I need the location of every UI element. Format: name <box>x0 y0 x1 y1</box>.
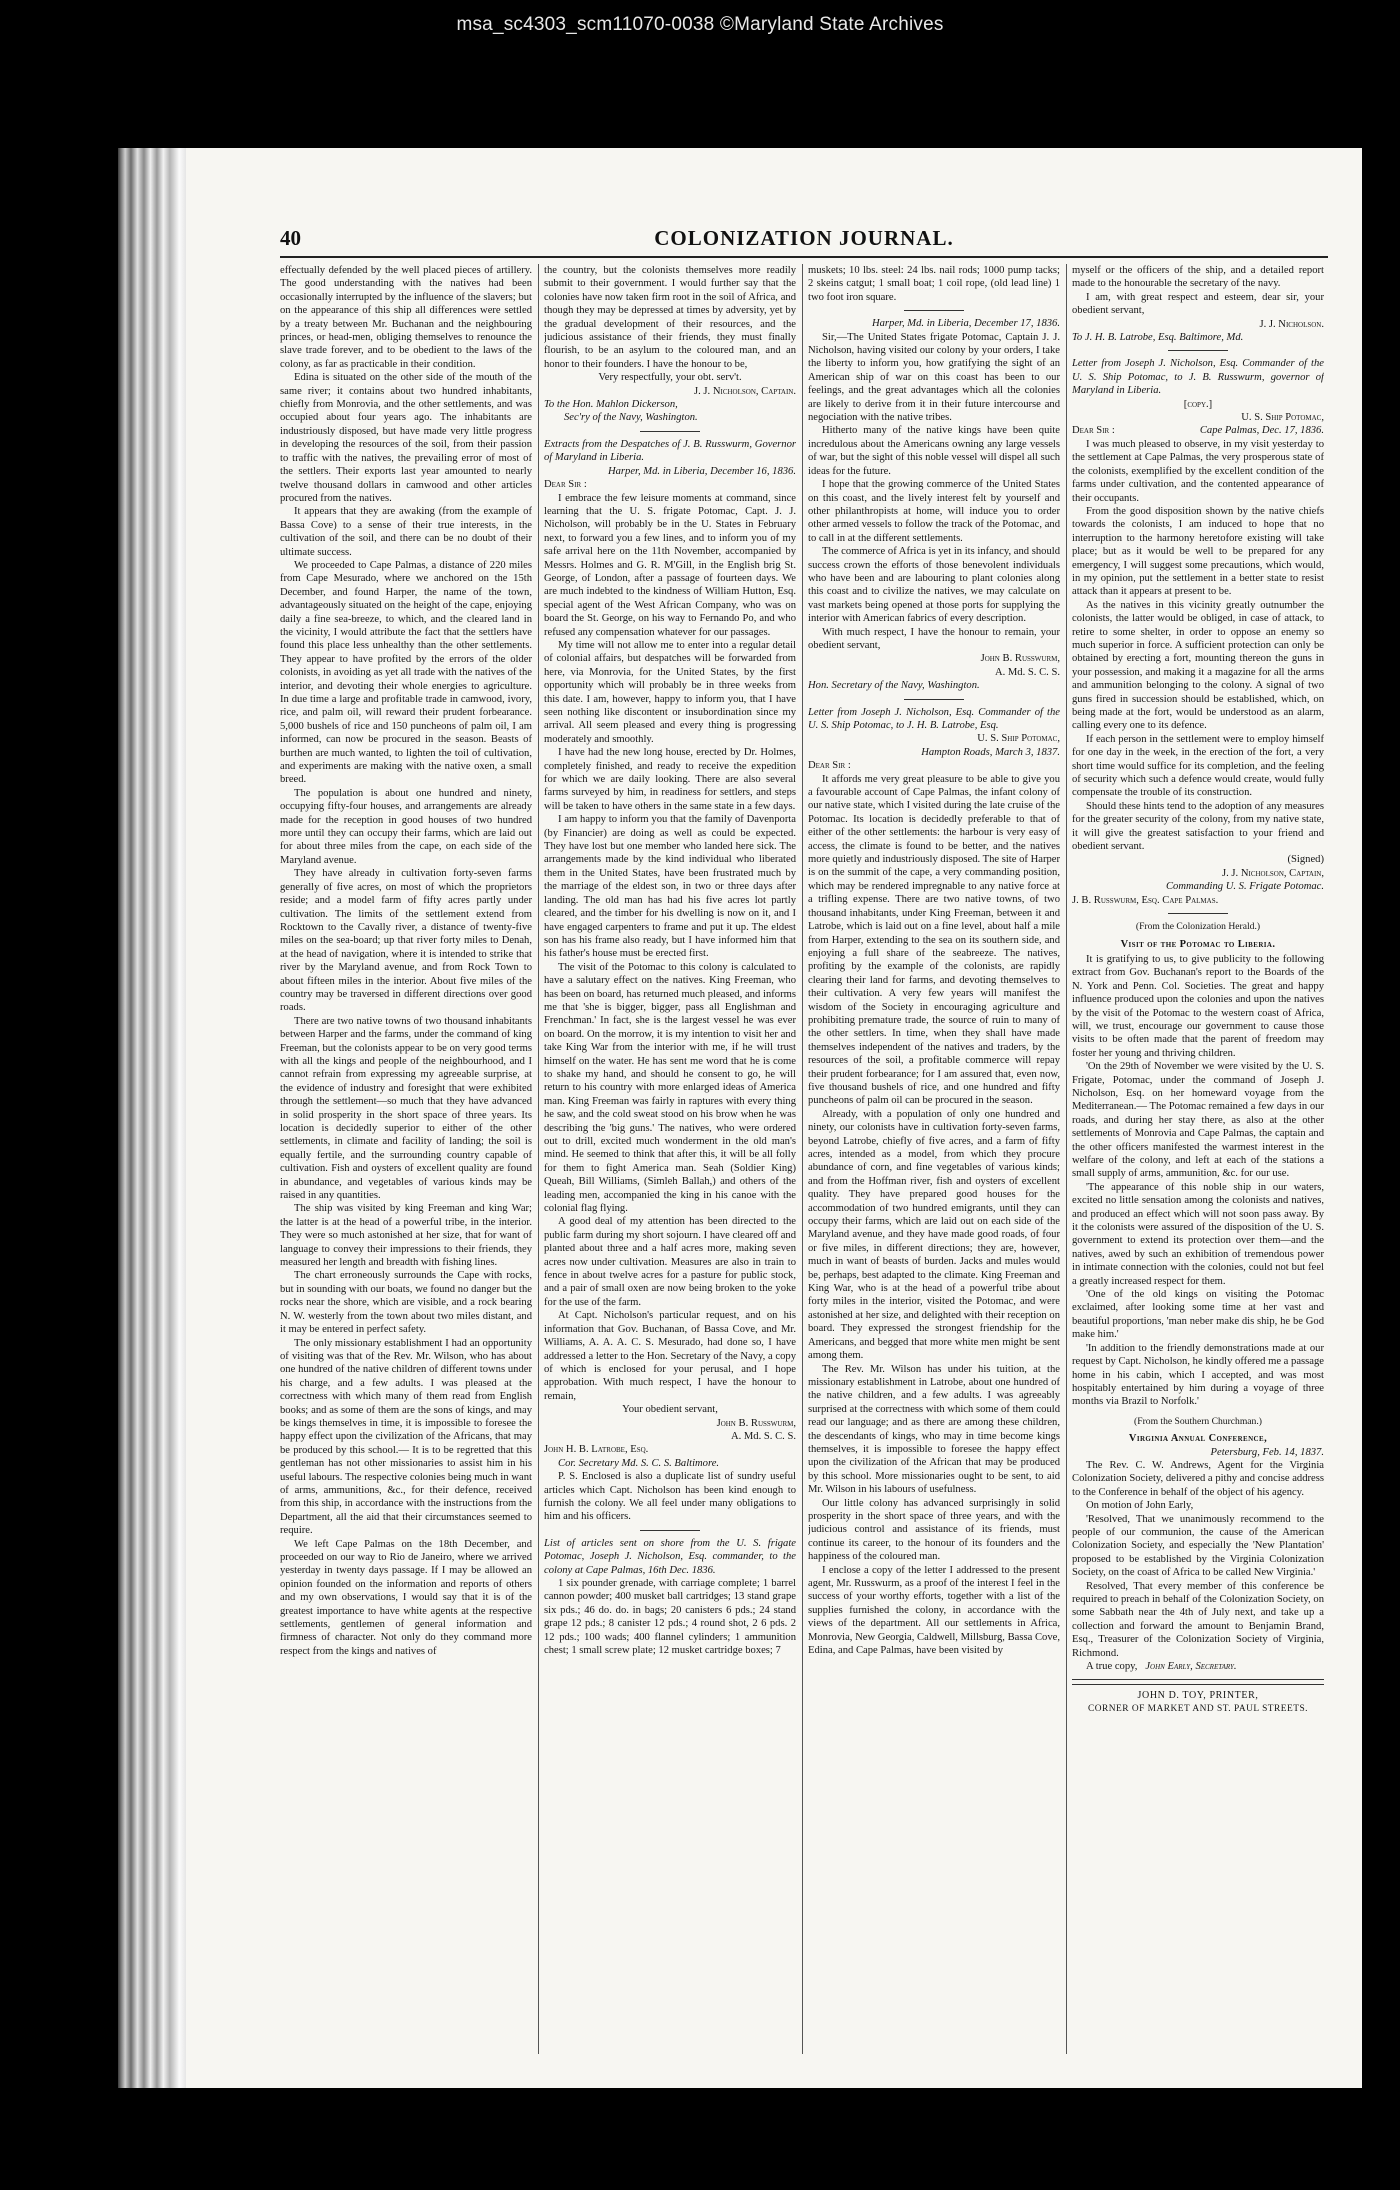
paragraph: 'Resolved, That we unanimously recommend to the people of our communion, the cause of the American Colonization Society, and especially the 'New Plantation' proposed to be established by the Virginia Colonization Society, on the coast of Africa to be called New Virginia.' <box>1072 1513 1324 1579</box>
salutation: Dear Sir : <box>544 479 587 491</box>
paragraph: With much respect, I have the honour to remain, your obedient servant, <box>808 626 1060 651</box>
signature: J. J. Nicholson. <box>1259 318 1324 330</box>
dateline: Harper, Md. in Liberia, December 17, 1836. <box>871 318 1060 330</box>
paragraph: 'On the 29th of November we were visited by the U. S. Frigate, Potomac, under the command of Joseph J. Nicholson, Esq. on her homeward voyage from the Mediterranean.— The Potomac remained a few days in our roads, and during her stay there, as also at the other settlements of Monrovia and Cape Palmas, the captain and the other officers manifested the warmest interest in the welfare of the colony, and left at each of the stations a small supply of arms, ammunition, &c. for our use. <box>1072 1061 1324 1180</box>
paragraph: myself or the officers of the ship, and a detailed report made to the honourable the secretary of the navy. <box>1072 265 1324 290</box>
paragraph: The Rev. C. W. Andrews, Agent for the Virginia Colonization Society, delivered a pithy and concise address to the Conference in behalf of the object of his agency. <box>1072 1459 1324 1498</box>
signature: John B. Russwurm, <box>716 1417 796 1429</box>
paragraph: My time will not allow me to enter into a regular detail of colonial affairs, but despatches will be forwarded from here, via Monrovia, for the United States, by the first opportunity which will probably be in three weeks from this date. I am, however, happy to inform you, that I have seen nothing like discontent or insubordination since my arrival. All seem pleased and every thing is progressing moderately and smoothly. <box>544 639 796 745</box>
archive-caption: msa_sc4303_scm11070-0038 ©Maryland State Archives <box>456 14 944 35</box>
dateline: Harper, Md. in Liberia, December 16, 1836. <box>607 465 796 477</box>
paragraph: A good deal of my attention has been directed to the public farm during my short sojourn. I have cleared off and planted about three and a half acres more, making seven acres now under cultivation. Measures are also in train to fence in about twelve acres for a pasture for public stock, and a pair of small oxen are now being broken to the yoke for the use of the farm. <box>544 1216 796 1308</box>
paragraph: Sir,—The United States frigate Potomac, Captain J. J. Nicholson, having visited our colony by your orders, I take the liberty to inform you, how gratifying the sight of an American ship of war on this coast has been to our feelings, and the great advantages which all the colonies are likely to derive from it in their future intercourse and negociation with the native tribes. <box>808 331 1060 424</box>
source-note: (From the Southern Churchman.) <box>1134 1415 1262 1427</box>
journal-title: COLONIZATION JOURNAL. <box>654 226 954 250</box>
paragraph: It is gratifying to us, to give publicity to the following extract from Gov. Buchanan's report to the Boards of the N. York and Penn. Col. Societies. The great and happy influence produced upon the colonies and upon the natives by the visit of the Potomac to the western coast of Africa, will, we trust, encourage our government to cause those visits to be often made that the parent of freedom may foster her young and thriving children. <box>1072 953 1324 1059</box>
signature: Commanding U. S. Frigate Potomac. <box>1165 881 1324 893</box>
paragraph: The chart erroneously surrounds the Cape with rocks, but in sounding with our boats, we found no danger but the rocks near the shore, which are visible, and a rock bearing N. W. westerly from the town about two miles distant, and it may be entered in perfect safety. <box>280 1270 532 1336</box>
paragraph: The commerce of Africa is yet in its infancy, and should success crown the efforts of those benevolent individuals who have been and are labouring to plant colonies along this coast and to civilize the natives, we may calculate on vast markets being opened at those ports for supplying the interior with American fabrics of every description. <box>808 546 1060 625</box>
paragraph: 'One of the old kings on visiting the Potomac exclaimed, after looking some time at her vast and beautiful proportions, 'man neber make dis ship, he be God make him.' <box>1072 1289 1324 1341</box>
paragraph: the country, but the colonists themselves more readily submit to their government. I would further say that the colonies have now taken firm root in the soil of Africa, and though they may be depressed at times by adversity, yet by the gradual development of their resources, and the judicious assistance of their friends, they must finally flourish, to be an asylum to the coloured man, and an honor to their founders. I have the honour to be, <box>544 265 796 370</box>
paragraph: I enclose a copy of the letter I addressed to the present agent, Mr. Russwurm, as a proof of the interest I feel in the success of your worthy efforts, together with a list of the supplies furnished the colony, in accordance with the views of the department. All our settlements in Africa, Monrovia, New Georgia, Caldwell, Millsburg, Bassa Cove, Edina, and Cape Palmas, have been visited by <box>808 1564 1060 1657</box>
divider <box>904 699 964 700</box>
addressee: Hon. Secretary of the Navy, Washington. <box>808 680 980 692</box>
signature: John B. Russwurm, <box>980 653 1060 665</box>
paragraph: I was much pleased to observe, in my visit yesterday to the settlement at Cape Palmas, the very prosperous state of the colonists, exemplified by the excellent condition of the farms under cultivation, and the contented appearance of their occupants. <box>1072 438 1324 504</box>
signed-mark: (Signed) <box>1287 854 1324 866</box>
paragraph: The only missionary establishment I had an opportunity of visiting was that of the Rev. Mr. Wilson, who has about one hundred of the native children of different towns under his charge, and a few adults. I was pleased at the correctness with which many of them read from English books; and as some of them are the sons of kings, and may be kings themselves in time, it is impossible to foresee the happy effect upon the civilization of the Africans, that may be produced by this school.— It is to be regretted that this gentleman has not other missionaries to assist him in his useful labours. The respective colonies being much in want of arms, ammunitions, &c., for their defence, received from this ship, in accordance with the instructions from the Department, all the aid that their circumstances seemed to require. <box>280 1337 532 1537</box>
attestation-line <box>1072 1660 1324 1673</box>
text-columns <box>280 264 1328 2064</box>
section-heading: Letter from Joseph J. Nicholson, Esq. Commander of the U. S. Ship Potomac, to J. H. B. Latrobe, Esq. <box>808 706 1060 731</box>
paragraph: Edina is situated on the other side of the mouth of the same river; it contains about two hundred inhabitants, chiefly from Monrovia, and the other settlements, and was occupied about four years ago. The inhabitants are industriously disposed, but have made very little progress in developing the resources of the soil, from their passion to traffic with the natives, the prevailing error of most of the settlers. Their exports last year amounted to nearly twelve thousand dollars in camwood and other articles procured from the natives. <box>280 372 532 504</box>
addressee: Cor. Secretary Md. S. C. S. Baltimore. <box>558 1457 720 1469</box>
paragraph: 'In addition to the friendly demonstrations made at our request by Capt. Nicholson, he kindly offered me a passage home in his cabin, which I accepted, and was most hospitably entertained by him during a voyage of three months via Brazil to Norfolk.' <box>1072 1342 1324 1408</box>
addressee: To J. H. B. Latrobe, Esq. Baltimore, Md. <box>1072 332 1244 344</box>
addressee: Sec'ry of the Navy, Washington. <box>564 412 698 424</box>
closing: Very respectfully, your obt. serv't. <box>598 372 742 384</box>
paragraph: Should these hints tend to the adoption of any measures for the greater security of the colony, from my native state, it will give the greatest satisfaction to your friend and obedient servant. <box>1072 800 1324 853</box>
addressee: J. B. Russwurm, Esq. Cape Palmas. <box>1072 894 1219 906</box>
column-rule <box>802 264 803 2054</box>
column-1 <box>280 264 532 2064</box>
dateline: U. S. Ship Potomac, <box>1241 412 1324 424</box>
paragraph: We left Cape Palmas on the 18th December, and proceeded on our way to Rio de Janeiro, where we arrived yesterday in twenty days passage. If I may be allowed an opinion founded on the information and reports of others and my own observations, I would say that it is of the greatest importance to have white agents at the respective settlements, gentlemen of general information and firmness of character. Not only do they command more respect from the kings and natives of <box>280 1538 532 1657</box>
addressee: To the Hon. Mahlon Dickerson, <box>544 399 678 411</box>
book-binding-edge <box>118 148 190 2088</box>
salutation-line <box>1072 424 1324 437</box>
divider <box>1168 913 1228 914</box>
column-2 <box>544 264 796 2064</box>
printer-name: JOHN D. TOY, PRINTER, <box>1137 1690 1259 1702</box>
paragraph: On motion of John Early, <box>1086 1500 1194 1512</box>
paragraph: At Capt. Nicholson's particular request, and on his information that Gov. Buchanan, of Bassa Cove, and Mr. Williams, A. A. A. C. S. Mesurado, had done so, I have addressed a letter to the Hon. Secretary of the Navy, a copy of which is enclosed for your perusal, and I hope approbation. With much respect, I have the honour to remain, <box>544 1310 796 1402</box>
dateline: U. S. Ship Potomac, <box>977 733 1060 745</box>
signature: A. Md. S. C. S. <box>994 666 1060 678</box>
paragraph: It affords me very great pleasure to be able to give you a favourable account of Cape Palmas, the infant colony of our native state, which I visited during the late cruise of the Potomac. Its location is decidedly preferable to that of either of the other settlements: the harbour is very easy of access, the climate is found to be better, and the natives more quietly and industriously disposed. The site of Harper is on the summit of the cape, a very commanding position, which may be rendered impregnable to any native force at a trifling expense. There are two native towns, of two thousand inhabitants, under King Freeman, between it and Latrobe, which is laid out on a fine level, about half a mile from Harper, extending to the sea on its southern side, and enjoying a full share of the seabreeze. The natives, profiting by the example of the colonists, are rapidly clearing their land for farms, and devoting themselves to their cultivation. A very few years will manifest the wisdom of the Society in encouraging agriculture and prohibiting premature trade, the source of ruin to many of the other settlers. In time, when they shall have made themselves independent of the natives and traders, by the resources of the soil, a profitable commerce will repay their prudent forbearance; for I am assured that, even now, five thousand bushels of rice, and one hundred and fifty puncheons of palm oil can be procured in the season. <box>808 773 1060 1107</box>
divider <box>640 431 700 432</box>
dateline: Cape Palmas, Dec. 17, 1836. <box>1199 425 1324 437</box>
paragraph: P. S. Enclosed is also a duplicate list of sundry useful articles which Capt. Nicholson has been kind enough to furnish the colony. We all feel under many obligations to him and his officers. <box>544 1471 796 1523</box>
paragraph: 1 six pounder grenade, with carriage complete; 1 barrel cannon powder; 400 musket ball cartridges; 13 stand grape six pds.; 46 do. do. in bags; 20 canisters 6 pds.; 24 stand grape 12 pds.; 8 canister 12 pds.; 4 round shot, 2 6 pds. 2 12 pds.; 100 wads; 400 flannel cylinders; 1 ammunition chest; 1 small screw plate; 12 musket cartridge boxes; 7 <box>544 1578 796 1657</box>
column-4 <box>1072 264 1324 2064</box>
source-note: (From the Colonization Herald.) <box>1135 921 1261 933</box>
paragraph: I am happy to inform you that the family of Davenporta (by Financier) are doing as well as could be expected. They have lost but one member who landed here sick. The arrangements made by the kind individual who liberated them in the United States, have been frustrated much by the marriage of the eldest son, in two or three days after landing. The old man has had his five acres lot partly cleared, and the timber for his dwelling is now on it, and I have engaged carpenters to frame and put it up. The eldest son has his frame also ready, but I have informed him that his father's house must be erected first. <box>544 814 796 960</box>
paragraph: We proceeded to Cape Palmas, a distance of 220 miles from Cape Mesurado, where we anchored on the 15th December, and found Harper, the name of the town, advantageously situated on the height of the cape, enjoying daily a fine sea-breeze, to which, and the cleared land in the vicinity, I would attribute the fact that the settlers have found this place less unhealthy than the other settlements. They appear to have profited by the errors of the older colonists, in avoiding as yet all trade with the natives of the interior, and devoting their whole energies to agriculture. In due time a large and profitable trade in camwood, ivory, rice, and palm oil, will reward their prudent forbearance. 5,000 bushels of rice and 150 puncheons of palm oil, I am informed, can now be procured in the season. Beasts of burthen are much wanted, to lighten the toil of cultivation, and experiments are making with the native oxen, a small breed. <box>280 559 532 786</box>
signature: A. Md. S. C. S. <box>730 1430 796 1442</box>
paragraph: I have had the new long house, erected by Dr. Holmes, completely finished, and ready to receive the expedition for which we are daily looking. There are also several farms surveyed by him, in readiness for settlers, and steps will be taken to have others in the same state in a few days. <box>544 747 796 812</box>
divider <box>640 1530 700 1531</box>
paragraph: The Rev. Mr. Wilson has under his tuition, at the missionary establishment in Latrobe, about one hundred of the native children, and a few adults. I was agreeably surprised at the correctness with which some of them could read our language; and as there are among these children, the descendants of kings, who may in time become kings themselves, it is impossible to foresee the happy effect upon the civilization of the African that may be produced by this school. More missionaries ought to be sent, to aid Mr. Wilson in his labours of usefulness. <box>808 1363 1060 1496</box>
section-heading: Virginia Annual Conference, <box>1128 1433 1268 1445</box>
dateline: Hampton Roads, March 3, 1837. <box>921 746 1060 758</box>
paragraph: The ship was visited by king Freeman and king War; the latter is at the head of a powerful tribe, in the interior. They were so much astonished at her size, that for want of language to convey their impressions to their friends, they measured her length and breadth with fishing lines. <box>280 1203 532 1269</box>
paragraph: The visit of the Potomac to this colony is calculated to have a salutary effect on the natives. King Freeman, who has been on board, has returned much pleased, and informs me that 'she is bigger, bigger, pass all Englishman and Frenchman.' In fact, she is the largest vessel he was ever on board. On the morrow, it is my intention to visit her and take King War from the interior with me, if he will trust himself on the water. He has sent me word that he is come to shake my hand, and should he consent to go, he will return to his country with more enlarged ideas of America man. King Freeman was fairly in raptures with every thing he saw, and the cold sweat stood on his brow when he was describing the 'big guns.' The natives, who were ordered out to drill, excited much wonderment in the old man's mind. He seemed to think that after this, it will be all folly for them to fight America man. Seah (Soldier King) Queah, Bill Williams, (Simleh Ballah,) and others of the leading men, accompanied the king in his canoe with the colonial flag flying. <box>544 961 796 1215</box>
paragraph: If each person in the settlement were to employ himself for one day in the week, in the erection of the fort, a very short time would suffice for its completion, and the feeling of security which such a defence would create, would fully compensate the trouble of its construction. <box>1072 733 1324 799</box>
paragraph: Already, with a population of only one hundred and ninety, our colonists have in cultivation forty-seven farms, beyond Latrobe, chiefly of five acres, and a farm of fifty acres, intended as a model, from which they procure abundance of corn, and fine vegetables of various kinds; and from the Hoffman river, fish and oysters of excellent quality. They have prepared good houses for the accommodation of two hundred emigrants, until they can occupy their farms, which are laid out on each side of the Maryland avenue, and they have made good roads, of four or five miles, in different directions; they are, however, much in want of beasts of burden. Jacks and mules would be, perhaps, best adapted to the climate. King Freeman and King War, who is at the head of a powerful tribe about forty miles in the interior, visited the Potomac, and were astonished at her size, and delighted with their reception on board. They expressed the strongest friendship for the Americans, and begged that more white men might be sent among them. <box>808 1108 1060 1362</box>
salutation: Dear Sir : <box>808 760 851 772</box>
paragraph: They have already in cultivation forty-seven farms generally of five acres, on most of which the proprietors reside; and a model farm of fifty acres partly under cultivation. The limits of the settlement extend from Rocktown to the Cavally river, a distance of twenty-five miles on the sea-board; up that river forty miles to Denah, at the head of navigation, where it is intended to strike that river by the Maryland avenue, and from Rock Town to about fifteen miles in the interior. About five miles of the country may be traversed in different directions over good roads. <box>280 868 532 1014</box>
paragraph: Hitherto many of the native kings have been quite incredulous about the Americans owning any large vessels of war, but the sight of this noble vessel will dispel all such ideas for the future. <box>808 425 1060 477</box>
addressee: John H. B. Latrobe, Esq. <box>544 1444 649 1456</box>
paragraph: I embrace the few leisure moments at command, since learning that the U. S. frigate Potomac, Capt. J. J. Nicholson, will probably be in the U. States in February next, to forward you a few lines, and to inform you of my safe arrival here on the 11th November, accompanied by Messrs. Holmes and G. R. M'Gill, in the English brig St. George, of London, after a passage of fourteen days. We are much indebted to the kindness of William Hutton, Esq. special agent of the West African Company, who was on board the St. George, on his way to Fernando Po, and who refused any compensation whatever for our passages. <box>544 492 796 638</box>
salutation: Dear Sir : <box>1072 425 1115 437</box>
paragraph: From the good disposition shown by the native chiefs towards the colonists, I am induced to hope that no interruption to the harmony heretofore existing will take place; but as it would be well to be prepared for any emergency, I will suggest some precautions, which would, in my opinion, put the settlement in a better state to resist attack than it appears at present to be. <box>1072 505 1324 598</box>
divider <box>1168 350 1228 351</box>
divider <box>904 310 964 311</box>
section-heading: List of articles sent on shore from the U. S. frigate Potomac, Joseph J. Nicholson, Esq. commander, to the colony at Cape Palmas, 16th Dec. 1836. <box>544 1537 796 1576</box>
closing: I am, with great respect and esteem, dear sir, your obedient servant, <box>1072 291 1324 317</box>
paragraph: Resolved, That every member of this conference be required to preach in behalf of the Colonization Society, on some Sabbath near the 4th of July next, and take up a collection and forward the amount to Benjamin Brand, Esq., Treasurer of the Colonization Society of Virginia, Richmond. <box>1072 1580 1324 1659</box>
copy-mark: [copy.] <box>1183 398 1213 410</box>
paragraph: effectually defended by the well placed pieces of artillery. The good understanding with the natives had been occasionally interrupted by the influence of the slavers; but on the appearance of this ship all differences were settled by a treaty between Mr. Buchanan and the neighbouring princes, or head-men, obliging themselves to renounce the slave trade forever, and to be obedient to the laws of the colony, as far as practicable in their condition. <box>280 265 532 370</box>
column-3 <box>808 264 1060 2064</box>
closing: Your obedient servant, <box>622 1404 718 1416</box>
signature: J. J. Nicholson, Captain. <box>694 385 796 397</box>
attestation-signature: John Early, Secretary. <box>1145 1661 1237 1673</box>
paragraph: As the natives in this vicinity greatly outnumber the colonists, the latter would be obliged, in case of attack, to retire to some shelter, in order to oppose an enemy so much superior in force. A sufficient protection can only be obtained by erecting a fort, mounting thereon the guns in your possession, and making it a magazine for all the arms and ammunition belonging to the colony. A signal of two guns fired in succession should be established, which, on being made at the fort, would be understood as an alarm, calling every one to its defence. <box>1072 599 1324 732</box>
printer-address: CORNER OF MARKET AND ST. PAUL STREETS. <box>1087 1703 1309 1714</box>
section-heading: Visit of the Potomac to Liberia. <box>1120 938 1276 950</box>
section-heading: Letter from Joseph J. Nicholson, Esq. Commander of the U. S. Ship Potomac, to J. B. Russwurm, governor of Maryland in Liberia. <box>1072 358 1324 397</box>
journal-page <box>186 148 1362 2088</box>
dateline: Petersburg, Feb. 14, 1837. <box>1210 1446 1324 1458</box>
column-rule <box>538 264 539 2054</box>
page-header <box>280 226 1328 258</box>
page-number: 40 <box>280 226 301 250</box>
signature: J. J. Nicholson, Captain, <box>1222 867 1324 879</box>
paragraph: Our little colony has advanced surprisingly in solid prosperity in the short space of three years, and with the judicious control and assistance of its friends, must continue its career, to the honour of its founders and the happiness of the coloured man. <box>808 1497 1060 1563</box>
paragraph: muskets; 10 lbs. steel: 24 lbs. nail rods; 1000 pump tacks; 2 skeins catgut; 1 small boat; 1 coil rope, (old lead line) 1 two foot iron square. <box>808 265 1060 303</box>
column-rule <box>1066 264 1067 2054</box>
paragraph: 'The appearance of this noble ship in our waters, excited no little sensation among the colonists and natives, and produced an effect which will not soon pass away. By it the colonists were assured of the disposition of the U. S. government to extend its protection over them—and the natives, awed by such an exhibition of tremendous power in intimate connection with the colonies, could not but feel a greatly increased respect for them. <box>1072 1181 1324 1287</box>
paragraph: It appears that they are awaking (from the example of Bassa Cove) to a sense of their true interests, in the cultivation of the soil, and there can be no doubt of their ultimate success. <box>280 506 532 558</box>
paragraph: There are two native towns of two thousand inhabitants between Harper and the farms, under the command of king Freeman, but the colonists appear to be on very good terms with all the kings and people of the neighbourhood, and I cannot refrain from expressing my agreeable surprise, at the evidence of industry and foresight that were exhibited through the settlement—so much that they have advanced in solid prosperity in the short space of three years. Its location is decidedly superior to either of the other settlements, in climate and facility of landing; the soil is equally fertile, and the surrounding country capable of cultivation. Fish and oysters of excellent quality are found in abundance, and vegetables of various kinds may be raised in any quantities. <box>280 1015 532 1202</box>
paragraph: The population is about one hundred and ninety, occupying fifty-four houses, and arrangements are already made for the reception in good houses of two hundred more until they can occupy their farms, which are laid out for about three miles from the cape, on each side of the Maryland avenue. <box>280 787 532 866</box>
divider <box>1072 1679 1324 1685</box>
section-heading: Extracts from the Despatches of J. B. Russwurm, Governor of Maryland in Liberia. <box>544 438 796 464</box>
paragraph: I hope that the growing commerce of the United States on this coast, and the lively interest felt by yourself and other philanthropists at home, will induce you to order other armed vessels to follow the track of the Potomac, and to call in at the different settlements. <box>808 479 1060 544</box>
attestation: A true copy, <box>1086 1661 1138 1673</box>
